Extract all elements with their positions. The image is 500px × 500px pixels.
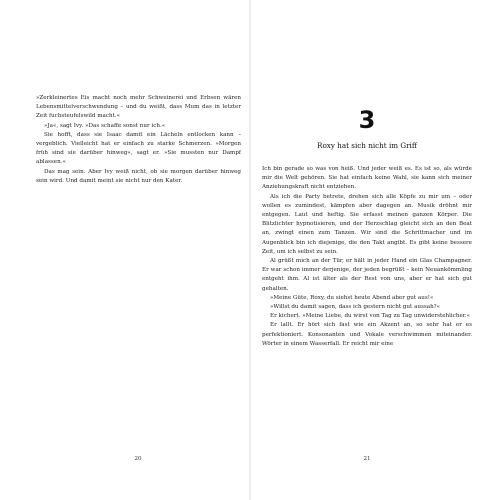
paragraph: »Meine Güte, Roxy, du siehst heute Abend aber gut aus!« [270, 294, 434, 301]
page-number-right: 21 [363, 456, 371, 462]
paragraph: Sie hofft, dass sie Isaac damit ein Lächeln entlocken kann – vergeblich. Vielleicht hat er einfach zu starke Schmerzen. »Morgen früh sind sie darüber hinweg«, sagt er. »Sie mussten nur Dampf ablassen.« [36, 131, 241, 166]
paragraph: »Zerkleinertes Eis macht noch mehr Schweinerei und Erbsen wären Lebensmittelverschwendung – und du weißt, dass Mum das in letzter Zeit fuchsteufelswild macht.« [36, 95, 241, 120]
chapter-title: Roxy hat sich nicht im Griff [317, 141, 417, 150]
chapter-number: 3 [358, 106, 376, 134]
paragraph: »Ja«, sagt Ivy. »Das schaffe sonst nur ich.« [44, 122, 166, 129]
paragraph: Als ich die Party betrete, drehen sich alle Köpfe zu mir um – oder wollen es zumindest, kämpfen aber dagegen an. Musik dröhnt mir entgegen. Laut und heftig. Sie erfasst meinen ganzen Körper. Die Blitzlichter hypnotisieren, und der Herzschlag gleicht sich an den Beat an, zwingt einen zum Tanzen. Wir sind die Schrittmacher und im Augenblick bin ich diejenige, die den Takt angibt. Es gibt keine bessere Zeit, um ich selbst zu sein. [262, 193, 472, 255]
paragraph: Ich bin gerade so was von heiß. Und jeder weiß es. Es ist so, als würde mir die Welt gehören. Sie hat einfach keine Wahl, sie kann sich meiner Anziehungskraft nicht entziehen. [262, 166, 472, 191]
paragraph: Er kichert. »Meine Liebe, du wirst von Tag zu Tag unwiderstehlicher.« [270, 313, 471, 320]
paragraph: Al grüßt mich an der Tür, er hält in jeder Hand ein Glas Champagner. Er war schon immer derjenige, der jeden begrüßt – kein Neuankömmling entgeht ihm. Al ist älter als der Rest von uns, aber er hat sich gut gehalten. [262, 258, 472, 292]
right-page-text [262, 165, 472, 349]
paragraph: Er lallt. Er hört sich fast wie ein Akzent an, so sehr hat er es perfektioniert. Konsonanten und Vokale verschwimmen miteinander. Wörter in einem Wasserfall. Er reicht mir eine [262, 322, 472, 347]
paragraph: »Willst du damit sagen, dass ich gestern nicht gut aussah?« [270, 304, 441, 311]
page-number-left: 20 [134, 456, 142, 462]
left-page-text [36, 94, 241, 186]
paragraph: Das mag sein. Aber Ivy weiß nicht, ob sie morgen darüber hinweg sein wird. Und damit meint sie nicht nur den Kater. [36, 168, 241, 184]
